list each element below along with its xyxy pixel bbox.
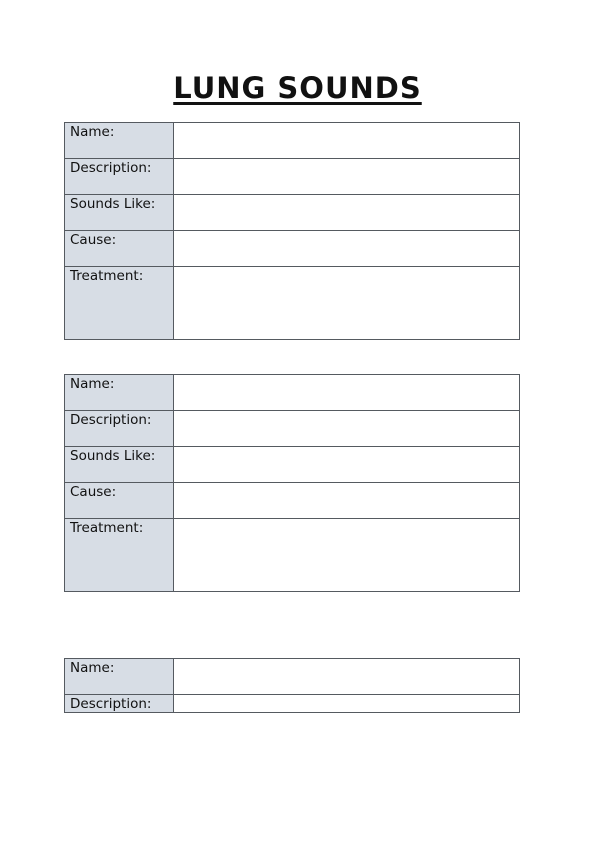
treatment-field[interactable] <box>174 519 520 592</box>
name-field[interactable] <box>174 375 520 411</box>
lung-sound-form-1 <box>64 122 520 340</box>
lung-sound-form-2 <box>64 374 520 592</box>
description-row <box>65 159 520 195</box>
page-title-text: LUNG SOUNDS <box>173 71 422 105</box>
cause-row <box>65 231 520 267</box>
description-label: Description: <box>65 411 174 447</box>
name-label: Name: <box>65 375 174 411</box>
treatment-field[interactable] <box>174 267 520 340</box>
name-row <box>65 659 520 695</box>
lung-sound-form-3 <box>64 658 520 713</box>
description-field[interactable] <box>174 411 520 447</box>
sounds-like-row <box>65 447 520 483</box>
description-row <box>65 695 520 713</box>
cause-row <box>65 483 520 519</box>
name-field[interactable] <box>174 123 520 159</box>
treatment-row <box>65 267 520 340</box>
sounds-like-row <box>65 195 520 231</box>
description-label: Description: <box>65 695 174 713</box>
name-field[interactable] <box>174 659 520 695</box>
cause-label: Cause: <box>65 231 174 267</box>
page-title <box>0 68 595 108</box>
name-label: Name: <box>65 659 174 695</box>
treatment-label: Treatment: <box>65 519 174 592</box>
cause-label: Cause: <box>65 483 174 519</box>
name-label: Name: <box>65 123 174 159</box>
sounds-like-label: Sounds Like: <box>65 447 174 483</box>
cause-field[interactable] <box>174 231 520 267</box>
treatment-row <box>65 519 520 592</box>
name-row <box>65 375 520 411</box>
name-row <box>65 123 520 159</box>
sounds-like-label: Sounds Like: <box>65 195 174 231</box>
description-field[interactable] <box>174 159 520 195</box>
treatment-label: Treatment: <box>65 267 174 340</box>
description-field[interactable] <box>174 695 520 713</box>
cause-field[interactable] <box>174 483 520 519</box>
description-row <box>65 411 520 447</box>
description-label: Description: <box>65 159 174 195</box>
sounds-like-field[interactable] <box>174 195 520 231</box>
sounds-like-field[interactable] <box>174 447 520 483</box>
